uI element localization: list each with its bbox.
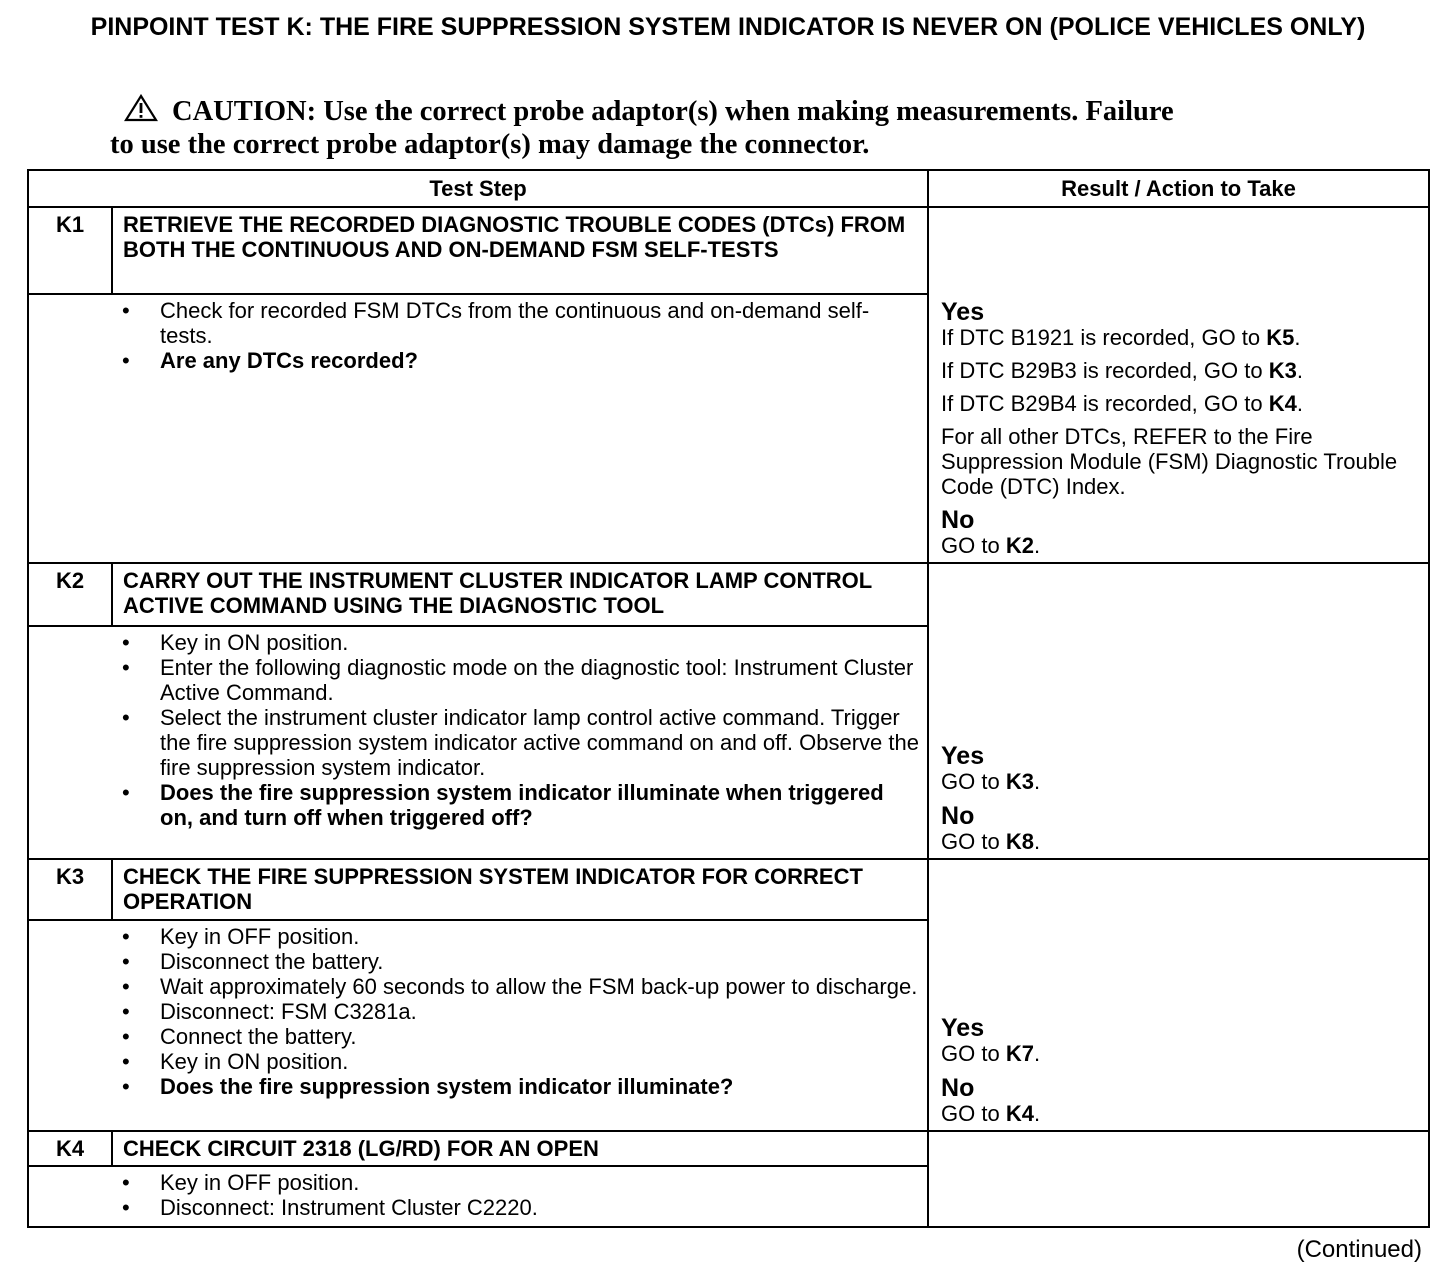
step-k4-title-row [28, 1131, 1429, 1166]
yes-label: Yes [941, 742, 985, 770]
list-item: • Disconnect the battery. [28, 949, 919, 974]
result-line: For all other DTCs, REFER to the Fire Suppression Module (FSM) Diagnostic Trouble Code (DTC) Index. [941, 424, 1398, 499]
step-body [112, 1166, 928, 1227]
caution-line-2: to use the correct probe adaptor(s) may damage the connector. [110, 129, 870, 160]
result-line: If DTC B1921 is recorded, GO to K5. [941, 325, 1301, 350]
result-line: GO to K2. [941, 533, 1041, 558]
list-item: • Key in ON position. [28, 1049, 919, 1074]
result-line: GO to K7. [941, 1041, 1041, 1066]
result-line: GO to K4. [941, 1101, 1041, 1126]
step-k3-result [928, 859, 1429, 1131]
step-k2-title-row [28, 563, 1429, 626]
result-line: GO to K3. [941, 769, 1041, 794]
list-item: • Are any DTCs recorded? [28, 348, 919, 373]
list-item: • Wait approximately 60 seconds to allow the FSM back-up power to discharge. [28, 974, 919, 999]
list-item: • Disconnect: Instrument Cluster C2220. [28, 1195, 919, 1220]
step-k1-result [928, 207, 1429, 563]
step-id: K3 [28, 859, 112, 920]
step-id: K1 [28, 207, 112, 294]
list-item: • Connect the battery. [28, 1024, 919, 1049]
result-line: If DTC B29B4 is recorded, GO to K4. [941, 391, 1303, 416]
header-result-action: Result / Action to Take [928, 170, 1429, 207]
step-k1-title-row [28, 207, 1429, 294]
result-line: GO to K8. [941, 829, 1041, 854]
yes-label: Yes [941, 298, 985, 326]
step-id: K4 [28, 1131, 112, 1166]
step-k2-result [928, 563, 1429, 859]
list-item: • Select the instrument cluster indicator lamp control active command. Trigger the fire suppression system indicator active command on and off. Observe the fire suppression system indicator. [28, 705, 919, 780]
list-item: • Does the fire suppression system indicator illuminate when triggered on, and turn off when triggered off? [28, 780, 919, 830]
caution-line-1: CAUTION: Use the correct probe adaptor(s) when making measurements. Failure [172, 96, 1174, 127]
table-header-row [28, 170, 1429, 207]
no-label: No [941, 802, 975, 830]
warning-triangle-icon [124, 94, 158, 129]
step-title: RETRIEVE THE RECORDED DIAGNOSTIC TROUBLE CODES (DTCs) FROM BOTH THE CONTINUOUS AND ON-DEMAND FSM SELF-TESTS [112, 207, 928, 294]
page-title: PINPOINT TEST K: THE FIRE SUPPRESSION SYSTEM INDICATOR IS NEVER ON (POLICE VEHICLES ONLY) [90, 13, 1366, 41]
caution-note [110, 94, 1350, 160]
step-title: CHECK CIRCUIT 2318 (LG/RD) FOR AN OPEN [112, 1131, 928, 1166]
step-k3-title-row [28, 859, 1429, 920]
continued-note: (Continued) [1296, 1236, 1422, 1263]
list-item: • Disconnect: FSM C3281a. [28, 999, 919, 1024]
step-title: CARRY OUT THE INSTRUMENT CLUSTER INDICATOR LAMP CONTROL ACTIVE COMMAND USING THE DIAGNOSTIC TOOL [112, 563, 928, 626]
step-title: CHECK THE FIRE SUPPRESSION SYSTEM INDICATOR FOR CORRECT OPERATION [112, 859, 928, 920]
no-label: No [941, 506, 975, 534]
list-item: • Enter the following diagnostic mode on the diagnostic tool: Instrument Cluster Active Command. [28, 655, 919, 705]
result-line: If DTC B29B3 is recorded, GO to K3. [941, 358, 1303, 383]
list-item: • Key in OFF position. [28, 1170, 919, 1195]
step-body [112, 294, 928, 563]
step-body [112, 626, 928, 859]
pinpoint-test-table [27, 169, 1430, 1228]
step-body [112, 920, 928, 1131]
list-item: • Does the fire suppression system indicator illuminate? [28, 1074, 919, 1099]
list-item: • Check for recorded FSM DTCs from the continuous and on-demand self-tests. [28, 298, 919, 348]
no-label: No [941, 1074, 975, 1102]
list-item: • Key in OFF position. [28, 924, 919, 949]
step-id: K2 [28, 563, 112, 626]
yes-label: Yes [941, 1014, 985, 1042]
header-test-step: Test Step [28, 170, 928, 207]
list-item: • Key in ON position. [28, 630, 919, 655]
step-k4-result [928, 1131, 1429, 1227]
